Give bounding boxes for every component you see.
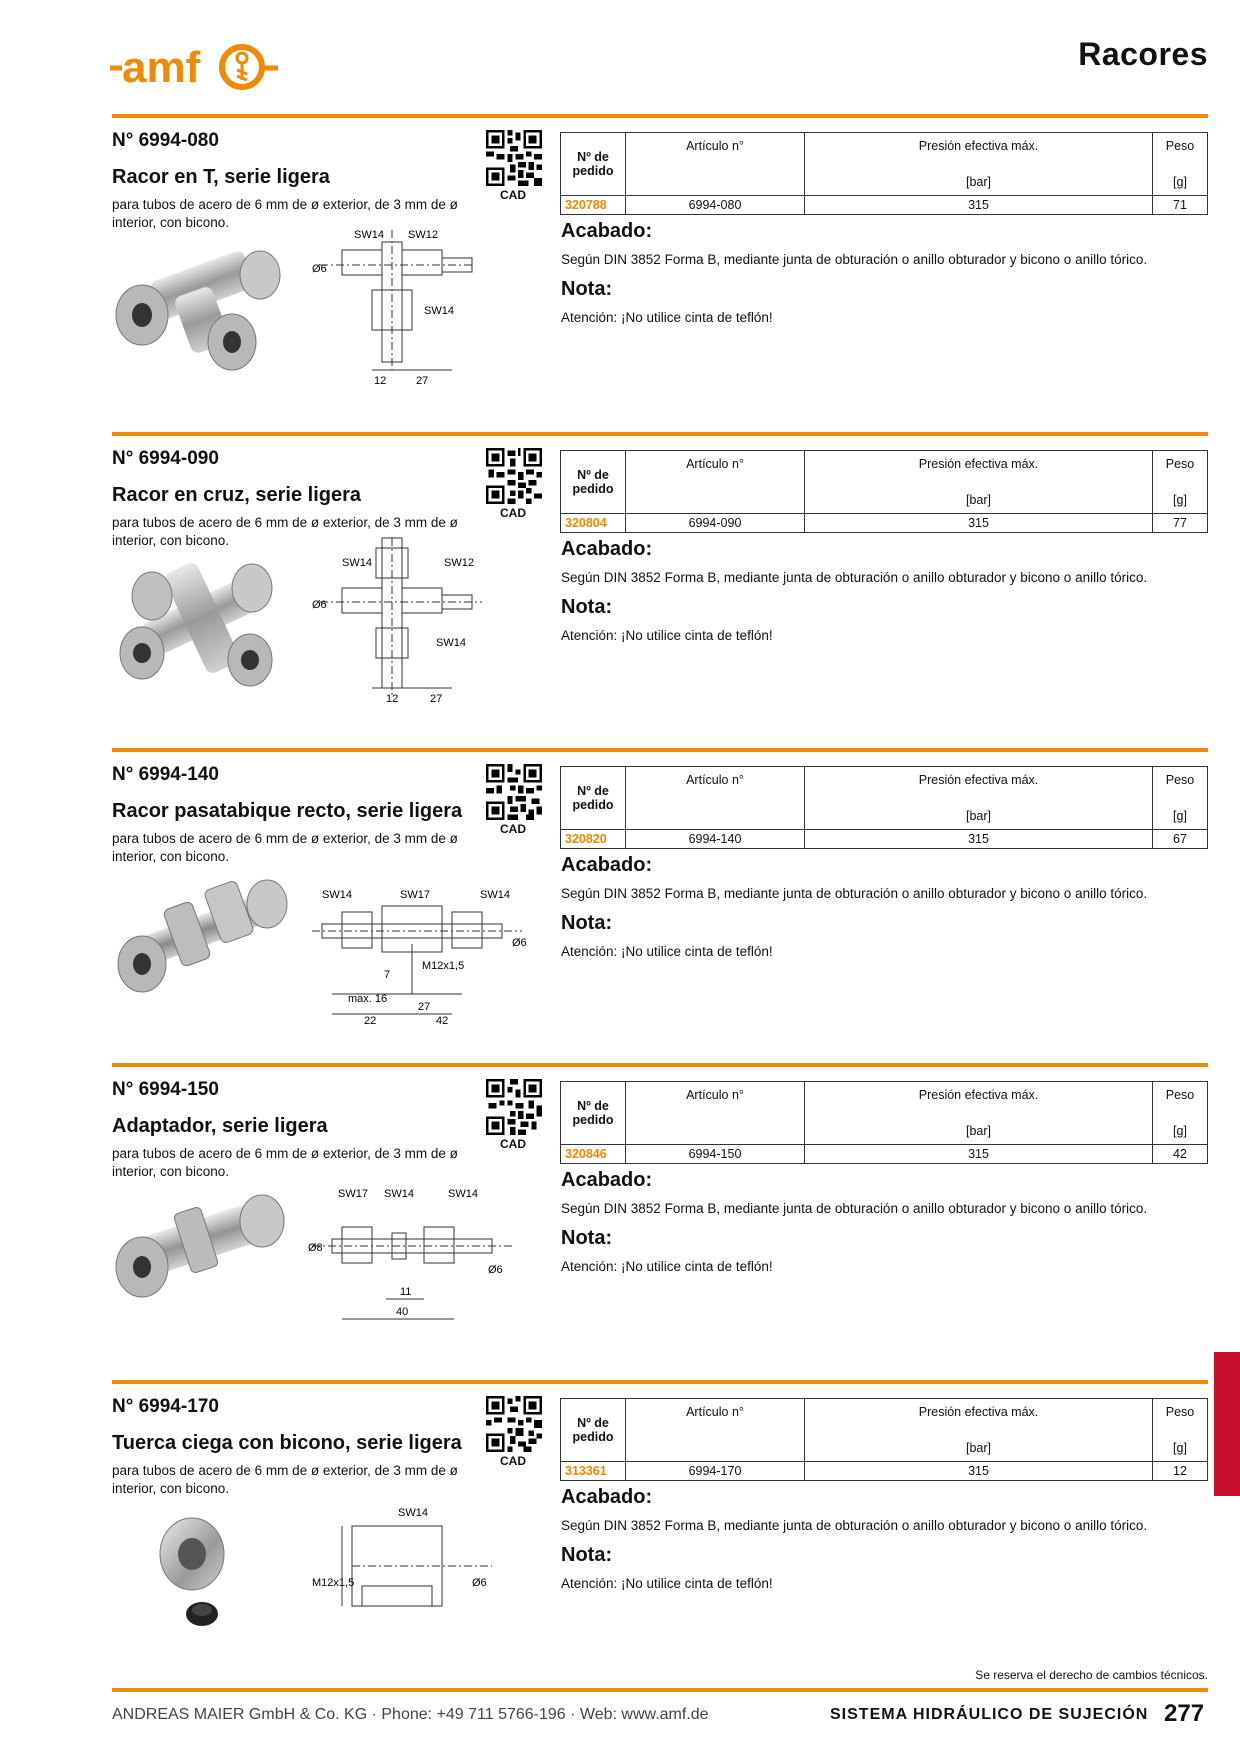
drawing-label: 42: [436, 1015, 449, 1027]
qr-code-icon[interactable]: [486, 1396, 542, 1452]
header-order: Nº de pedido: [561, 451, 626, 514]
cad-label[interactable]: CAD: [500, 822, 526, 836]
order-number-link[interactable]: 320804: [561, 514, 626, 533]
section-divider: [112, 748, 1208, 752]
header-order: Nº de pedido: [561, 767, 626, 830]
drawing-label: Ø6: [312, 599, 327, 611]
drawing-label: SW17: [338, 1188, 368, 1200]
header-weight: Peso [g]: [1153, 451, 1208, 514]
header-pressure: Presión efectiva máx. [bar]: [805, 451, 1153, 514]
product-name: Racor pasatabique recto, serie ligera: [112, 800, 463, 822]
drawing-label: SW14: [322, 889, 352, 901]
pressure-cell: 315: [805, 1145, 1153, 1164]
product-number: N° 6994-140: [112, 764, 219, 785]
footer-divider: [112, 1688, 1208, 1692]
drawing-label: SW14: [480, 889, 510, 901]
product-photo: [112, 548, 292, 698]
technical-drawing: [308, 1169, 552, 1339]
finish-text: Según DIN 3852 Forma B, mediante junta de obturación o anillo obturador y bicono o anillo tórico.: [561, 1201, 1148, 1216]
product-name: Racor en cruz, serie ligera: [112, 484, 362, 506]
technical-drawing: [312, 220, 552, 390]
weight-cell: 67: [1153, 830, 1208, 849]
weight-cell: 12: [1153, 1462, 1208, 1481]
cad-label[interactable]: CAD: [500, 1137, 526, 1151]
product-description: para tubos de acero de 6 mm de ø exterior, de 3 mm de ø interior, con bicono.: [112, 1146, 458, 1179]
pressure-cell: 315: [805, 514, 1153, 533]
spec-table: [560, 450, 1208, 533]
qr-code-icon[interactable]: [486, 130, 542, 186]
drawing-label: 27: [418, 1001, 431, 1013]
header-pressure: Presión efectiva máx. [bar]: [805, 1399, 1153, 1462]
drawing-label: M12x1,5: [422, 960, 465, 972]
drawing-label: SW14: [424, 305, 454, 317]
drawing-label: 7: [384, 969, 391, 981]
product-photo: [112, 1496, 292, 1646]
weight-cell: 42: [1153, 1145, 1208, 1164]
order-number-link[interactable]: 320820: [561, 830, 626, 849]
section-divider: [112, 114, 1208, 118]
order-number-link[interactable]: 320846: [561, 1145, 626, 1164]
header-article: Artículo n°: [626, 1399, 805, 1462]
drawing-label: Ø6: [472, 1577, 487, 1589]
drawing-label: SW14: [342, 557, 372, 569]
drawing-label: SW14: [448, 1188, 478, 1200]
product-section: [112, 754, 1208, 1054]
drawing-label: 12: [386, 693, 399, 705]
technical-drawing: [312, 854, 552, 1027]
pressure-cell: 315: [805, 1462, 1153, 1481]
drawing-label: Ø6: [512, 937, 527, 949]
product-number: N° 6994-090: [112, 448, 219, 469]
product-description: para tubos de acero de 6 mm de ø exterior, de 3 mm de ø interior, con bicono.: [112, 197, 458, 230]
header-order: Nº de pedido: [561, 133, 626, 196]
spec-table: [560, 1081, 1208, 1164]
article-cell: 6994-090: [626, 514, 805, 533]
header-pressure: Presión efectiva máx. [bar]: [805, 767, 1153, 830]
article-cell: 6994-170: [626, 1462, 805, 1481]
header-weight: Peso [g]: [1153, 133, 1208, 196]
drawing-label: SW14: [398, 1507, 428, 1519]
note-text: Atención: ¡No utilice cinta de teflón!: [561, 310, 773, 325]
header-weight: Peso [g]: [1153, 1082, 1208, 1145]
order-number-link[interactable]: 320788: [561, 196, 626, 215]
product-photo: [112, 1179, 292, 1329]
section-divider: [112, 1380, 1208, 1384]
table-row: [561, 1462, 1208, 1481]
pressure-cell: 315: [805, 830, 1153, 849]
product-name: Adaptador, serie ligera: [112, 1115, 328, 1137]
drawing-label: SW14: [384, 1188, 414, 1200]
footer-company: ANDREAS MAIER GmbH & Co. KG · Phone: +49 711 5766-196 · Web: www.amf.de: [112, 1706, 709, 1723]
drawing-label: SW17: [400, 889, 430, 901]
table-row: [561, 196, 1208, 215]
product-description: para tubos de acero de 6 mm de ø exterior, de 3 mm de ø interior, con bicono.: [112, 515, 458, 548]
note-text: Atención: ¡No utilice cinta de teflón!: [561, 944, 773, 959]
cad-label[interactable]: CAD: [500, 188, 526, 202]
drawing-label: SW12: [408, 229, 438, 241]
header-order: Nº de pedido: [561, 1399, 626, 1462]
spec-table: [560, 766, 1208, 849]
finish-text: Según DIN 3852 Forma B, mediante junta de obturación o anillo obturador y bicono o anillo tórico.: [561, 1518, 1148, 1533]
note-text: Atención: ¡No utilice cinta de teflón!: [561, 1259, 773, 1274]
product-photo: [112, 230, 292, 380]
product-photo: [112, 864, 292, 1014]
note-heading: Nota:: [561, 596, 613, 618]
weight-cell: 77: [1153, 514, 1208, 533]
spec-table: [560, 1398, 1208, 1481]
chapter-tab[interactable]: [1214, 1352, 1240, 1496]
amf-logo: [110, 40, 280, 99]
note-text: Atención: ¡No utilice cinta de teflón!: [561, 1576, 773, 1591]
note-heading: Nota:: [561, 912, 613, 934]
spec-table: [560, 132, 1208, 215]
header-pressure: Presión efectiva máx. [bar]: [805, 1082, 1153, 1145]
finish-text: Según DIN 3852 Forma B, mediante junta de obturación o anillo obturador y bicono o anillo tórico.: [561, 570, 1148, 585]
product-name: Tuerca ciega con bicono, serie ligera: [112, 1432, 462, 1454]
finish-heading: Acabado:: [561, 1169, 653, 1191]
technical-drawing: [312, 1486, 552, 1656]
product-number: N° 6994-170: [112, 1396, 219, 1417]
product-description: para tubos de acero de 6 mm de ø exterior, de 3 mm de ø interior, con bicono.: [112, 831, 458, 864]
drawing-label: max. 16: [348, 993, 388, 1005]
qr-code-icon[interactable]: [486, 448, 542, 504]
svg-text:amf: amf: [122, 43, 201, 92]
section-divider: [112, 432, 1208, 436]
drawing-label: SW14: [436, 637, 466, 649]
finish-text: Según DIN 3852 Forma B, mediante junta de obturación o anillo obturador y bicono o anillo tórico.: [561, 886, 1148, 901]
product-name: Racor en T, serie ligera: [112, 166, 330, 188]
finish-heading: Acabado:: [561, 220, 653, 242]
pressure-cell: 315: [805, 196, 1153, 215]
table-row: [561, 1145, 1208, 1164]
drawing-label: SW14: [354, 229, 384, 241]
note-heading: Nota:: [561, 278, 613, 300]
product-number: N° 6994-150: [112, 1079, 219, 1100]
product-number: N° 6994-080: [112, 130, 219, 151]
drawing-label: M12x1,5: [312, 1577, 355, 1589]
header-order: Nº de pedido: [561, 1082, 626, 1145]
drawing-label: 40: [396, 1306, 409, 1318]
table-row: [561, 514, 1208, 533]
header-weight: Peso [g]: [1153, 1399, 1208, 1462]
drawing-label: 12: [374, 375, 387, 387]
footer-note: Se reserva el derecho de cambios técnicos.: [975, 1668, 1208, 1682]
finish-heading: Acabado:: [561, 538, 653, 560]
finish-heading: Acabado:: [561, 1486, 653, 1508]
qr-code-icon[interactable]: [486, 764, 542, 820]
product-section: [112, 120, 1208, 420]
drawing-label: Ø6: [312, 263, 327, 275]
page-title: Racores: [1078, 36, 1208, 72]
article-cell: 6994-150: [626, 1145, 805, 1164]
article-cell: 6994-140: [626, 830, 805, 849]
note-heading: Nota:: [561, 1227, 613, 1249]
article-cell: 6994-080: [626, 196, 805, 215]
section-divider: [112, 1063, 1208, 1067]
footer-system: SISTEMA HIDRÁULICO DE SUJECIÓN: [830, 1706, 1149, 1723]
note-heading: Nota:: [561, 1544, 613, 1566]
order-number-link[interactable]: 313361: [561, 1462, 626, 1481]
header-article: Artículo n°: [626, 767, 805, 830]
product-section: [112, 1069, 1208, 1369]
drawing-label: 22: [364, 1015, 377, 1027]
product-description: para tubos de acero de 6 mm de ø exterior, de 3 mm de ø interior, con bicono.: [112, 1463, 458, 1496]
product-section: [112, 438, 1208, 738]
page-number: 277: [1164, 1700, 1205, 1727]
drawing-label: 27: [430, 693, 443, 705]
product-section: [112, 1386, 1208, 1686]
drawing-label: Ø6: [488, 1264, 503, 1276]
finish-text: Según DIN 3852 Forma B, mediante junta de obturación o anillo obturador y bicono o anillo tórico.: [561, 252, 1148, 267]
table-row: [561, 830, 1208, 849]
drawing-label: 11: [400, 1286, 412, 1298]
note-text: Atención: ¡No utilice cinta de teflón!: [561, 628, 773, 643]
header-article: Artículo n°: [626, 133, 805, 196]
weight-cell: 71: [1153, 196, 1208, 215]
qr-code-icon[interactable]: [486, 1079, 542, 1135]
technical-drawing: [312, 538, 552, 708]
header-article: Artículo n°: [626, 451, 805, 514]
drawing-label: Ø8: [308, 1242, 323, 1254]
header-weight: Peso [g]: [1153, 767, 1208, 830]
drawing-label: 27: [416, 375, 429, 387]
header-article: Artículo n°: [626, 1082, 805, 1145]
cad-label[interactable]: CAD: [500, 506, 526, 520]
header-pressure: Presión efectiva máx. [bar]: [805, 133, 1153, 196]
drawing-label: SW12: [444, 557, 474, 569]
finish-heading: Acabado:: [561, 854, 653, 876]
cad-label[interactable]: CAD: [500, 1454, 526, 1468]
